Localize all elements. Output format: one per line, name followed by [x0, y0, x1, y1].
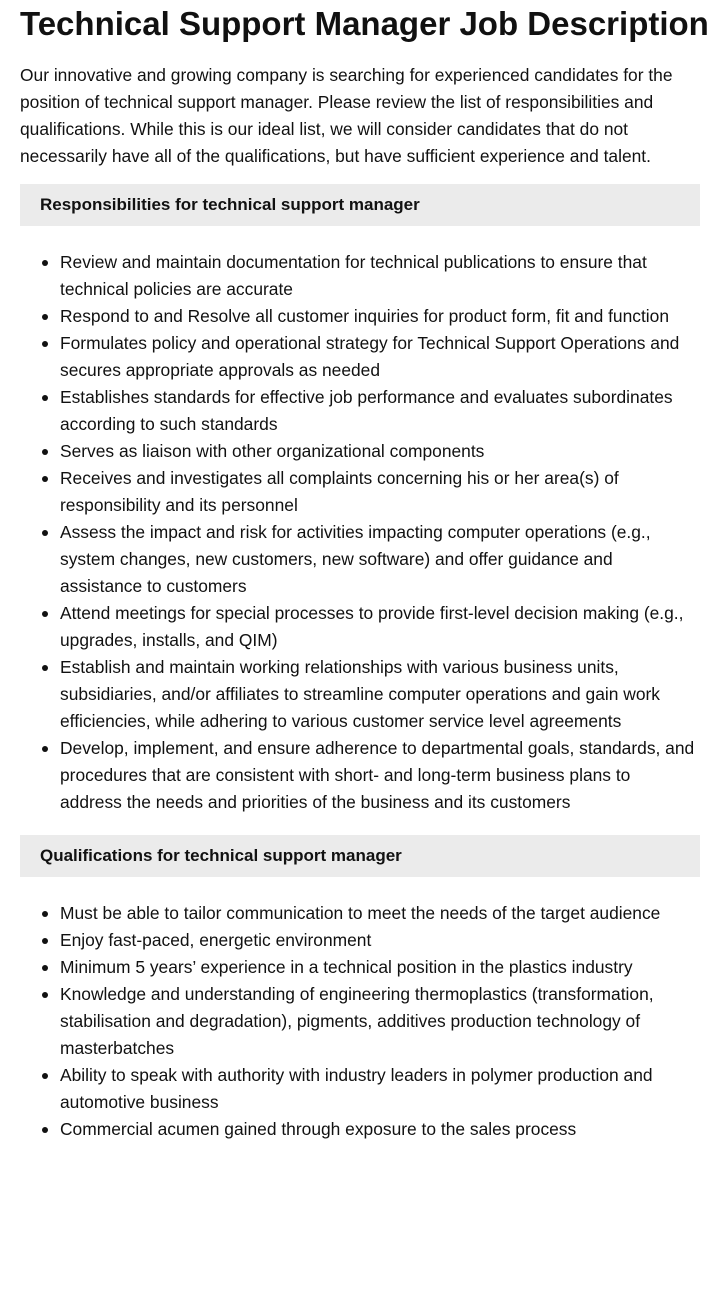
list-item: Attend meetings for special processes to provide first-level decision making (e.g., upgrades, installs, and QIM): [60, 600, 696, 654]
list-item: Enjoy fast-paced, energetic environment: [60, 927, 696, 954]
list-item: Develop, implement, and ensure adherence to departmental goals, standards, and procedures that are consistent with short- and long-term business plans to address the needs and priorities of the business and its customers: [60, 735, 696, 816]
responsibilities-heading-label: Responsibilities for technical support manager: [40, 195, 420, 214]
qualifications-heading: [20, 835, 700, 877]
list-item: Receives and investigates all complaints concerning his or her area(s) of responsibility and its personnel: [60, 465, 696, 519]
qualifications-list: [20, 900, 700, 1143]
list-item: Serves as liaison with other organizational components: [60, 438, 696, 465]
list-item: Formulates policy and operational strategy for Technical Support Operations and secures appropriate approvals as needed: [60, 330, 696, 384]
list-item: Minimum 5 years’ experience in a technical position in the plastics industry: [60, 954, 696, 981]
list-item: Knowledge and understanding of engineering thermoplastics (transformation, stabilisation and degradation), pigments, additives production technology of masterbatches: [60, 981, 696, 1062]
qualifications-heading-label: Qualifications for technical support manager: [40, 846, 402, 865]
list-item: Establish and maintain working relationships with various business units, subsidiaries, and/or affiliates to streamline computer operations and gain work efficiencies, while adhering to various customer service level agreements: [60, 654, 696, 735]
list-item: Must be able to tailor communication to meet the needs of the target audience: [60, 900, 696, 927]
page-title: Technical Support Manager Job Description: [20, 5, 709, 42]
list-item: Ability to speak with authority with industry leaders in polymer production and automotive business: [60, 1062, 696, 1116]
list-item: Respond to and Resolve all customer inquiries for product form, fit and function: [60, 303, 696, 330]
responsibilities-heading: [20, 184, 700, 226]
list-item: Review and maintain documentation for technical publications to ensure that technical policies are accurate: [60, 249, 696, 303]
responsibilities-list: [20, 249, 700, 816]
list-item: Establishes standards for effective job performance and evaluates subordinates according to such standards: [60, 384, 696, 438]
list-item: Assess the impact and risk for activities impacting computer operations (e.g., system changes, new customers, new software) and offer guidance and assistance to customers: [60, 519, 696, 600]
list-item: Commercial acumen gained through exposure to the sales process: [60, 1116, 696, 1143]
intro-paragraph: Our innovative and growing company is searching for experienced candidates for the position of technical support manager. Please review the list of responsibilities and qualifications. While this is our ideal list, we will consider candidates that do not necessarily have all of the qualifications, but have sufficient experience and talent.: [20, 65, 673, 166]
